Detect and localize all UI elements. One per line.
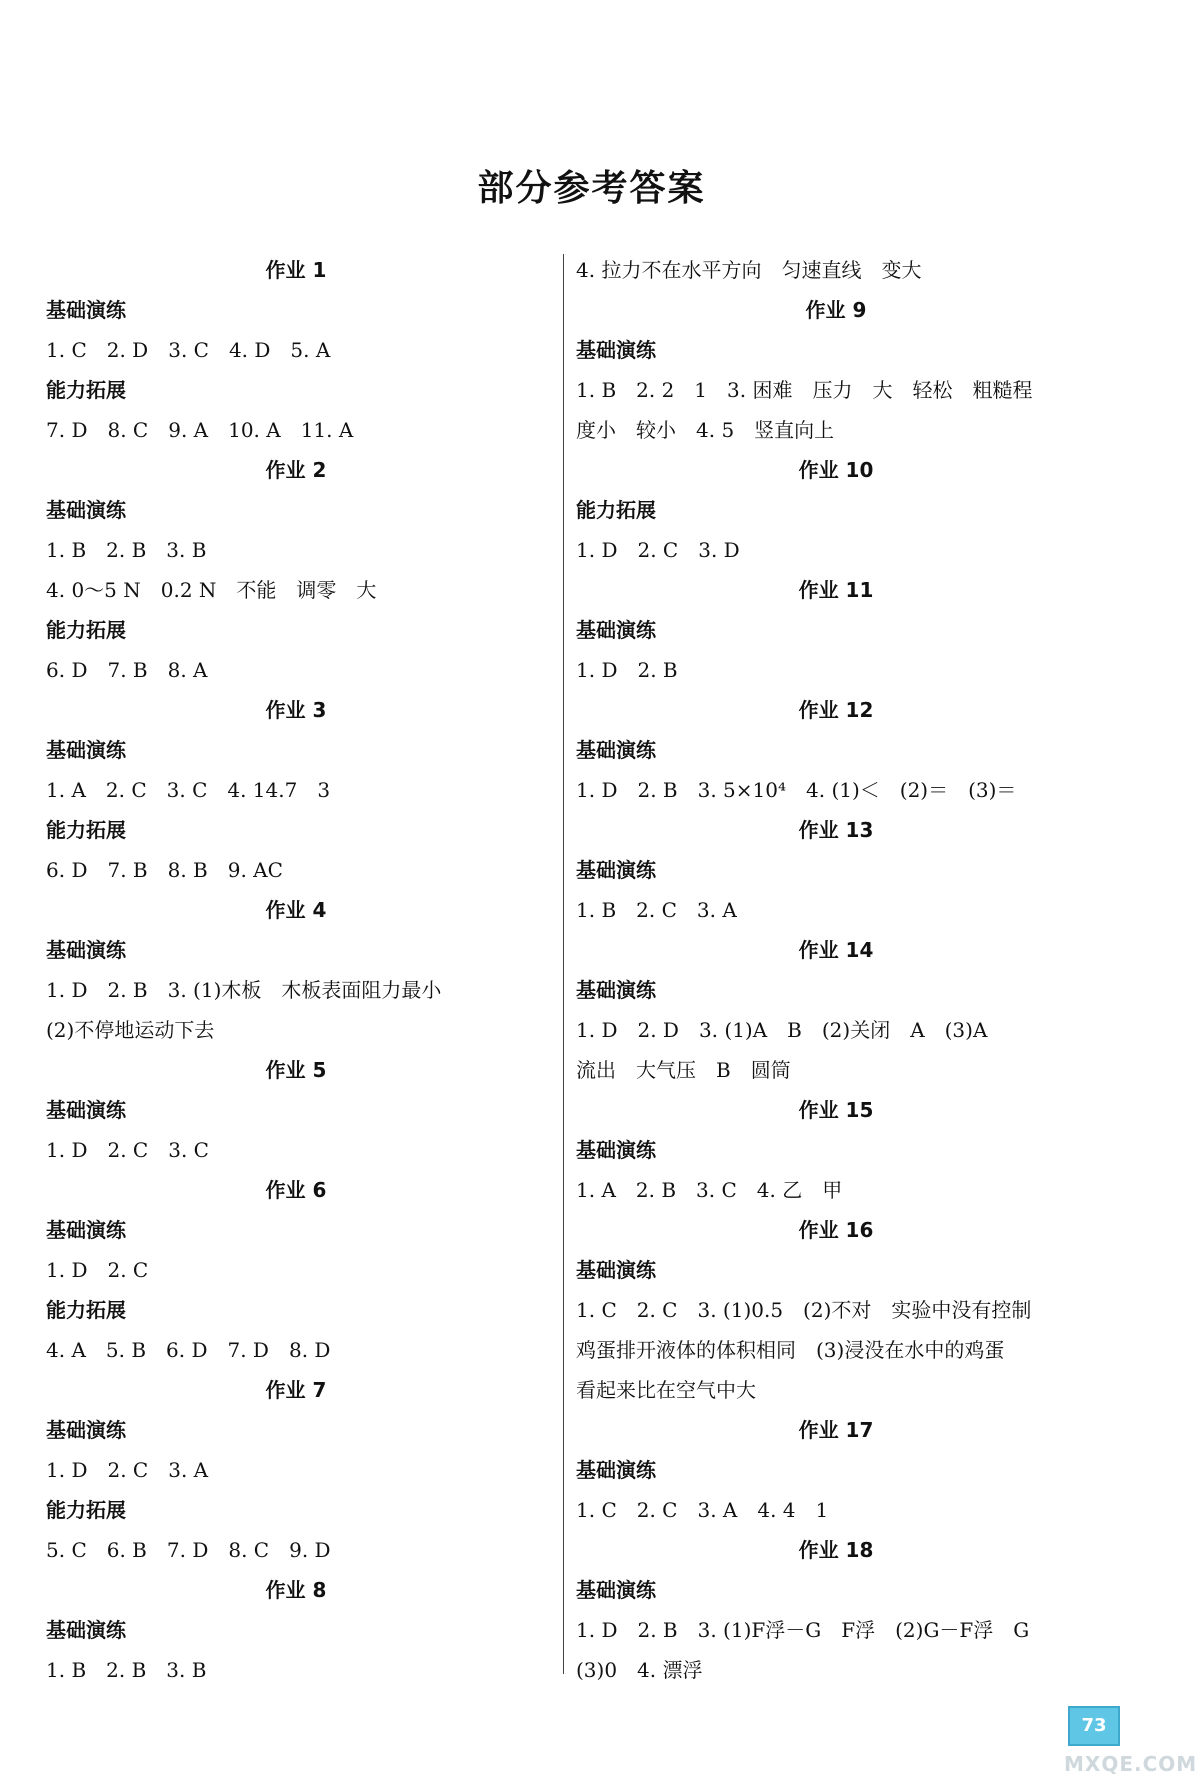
answer-line: (3)0 4. 漂浮 <box>576 1658 703 1682</box>
answer-line: 1. D 2. C 3. C <box>46 1138 209 1162</box>
section-label: 能力拓展 <box>46 1498 126 1522</box>
section-label: 能力拓展 <box>46 618 126 642</box>
assignment-heading: 作业 5 <box>265 1058 327 1082</box>
section-label: 能力拓展 <box>46 818 126 842</box>
section-label: 基础演练 <box>576 1258 656 1282</box>
answer-line: 7. D 8. C 9. A 10. A 11. A <box>46 418 354 442</box>
left-column <box>46 250 546 1690</box>
answer-line: 鸡蛋排开液体的体积相同 (3)浸没在水中的鸡蛋 <box>576 1338 1005 1362</box>
section-label: 基础演练 <box>576 338 656 362</box>
assignment-heading: 作业 12 <box>798 698 874 722</box>
answer-line: 1. C 2. C 3. A 4. 4 1 <box>576 1498 829 1522</box>
answer-line: 1. C 2. C 3. (1)0.5 (2)不对 实验中没有控制 <box>576 1298 1032 1322</box>
right-column <box>576 250 1096 1690</box>
section-label: 基础演练 <box>576 618 656 642</box>
answer-line: 1. D 2. B 3. (1)木板 木板表面阻力最小 <box>46 978 442 1002</box>
answer-line: 度小 较小 4. 5 竖直向上 <box>576 418 835 442</box>
section-label: 基础演练 <box>46 1618 126 1642</box>
answer-line: 4. 拉力不在水平方向 匀速直线 变大 <box>576 258 922 282</box>
assignment-heading: 作业 3 <box>265 698 327 722</box>
answer-line: 6. D 7. B 8. B 9. AC <box>46 858 283 882</box>
answer-line: 1. A 2. B 3. C 4. 乙 甲 <box>576 1178 843 1202</box>
assignment-heading: 作业 4 <box>265 898 327 922</box>
answer-line: 4. A 5. B 6. D 7. D 8. D <box>46 1338 331 1362</box>
answer-line: 看起来比在空气中大 <box>576 1378 756 1402</box>
section-label: 基础演练 <box>576 1138 656 1162</box>
assignment-heading: 作业 13 <box>798 818 874 842</box>
answer-line: 1. D 2. C <box>46 1258 149 1282</box>
answer-line: 1. B 2. 2 1 3. 困难 压力 大 轻松 粗糙程 <box>576 378 1033 402</box>
section-label: 基础演练 <box>46 938 126 962</box>
answer-line: 1. C 2. D 3. C 4. D 5. A <box>46 338 331 362</box>
section-label: 基础演练 <box>46 298 126 322</box>
page-title: 部分参考答案 <box>477 168 706 209</box>
answer-line: 1. D 2. B 3. (1)F浮－G F浮 (2)G－F浮 G <box>576 1618 1030 1642</box>
section-label: 基础演练 <box>576 978 656 1002</box>
answer-line: 流出 大气压 B 圆筒 <box>576 1058 791 1082</box>
assignment-heading: 作业 11 <box>798 578 874 602</box>
answer-line: 1. B 2. C 3. A <box>576 898 737 922</box>
assignment-heading: 作业 7 <box>265 1378 327 1402</box>
assignment-heading: 作业 18 <box>798 1538 874 1562</box>
section-label: 能力拓展 <box>46 1298 126 1322</box>
answer-line: 4. 0～5 N 0.2 N 不能 调零 大 <box>46 578 377 602</box>
answer-line: 1. D 2. B 3. 5×10⁴ 4. (1)＜ (2)＝ (3)＝ <box>576 778 1017 802</box>
assignment-heading: 作业 16 <box>798 1218 874 1242</box>
section-label: 基础演练 <box>576 1458 656 1482</box>
answer-line: 1. D 2. B <box>576 658 678 682</box>
section-label: 基础演练 <box>46 498 126 522</box>
answer-line: 5. C 6. B 7. D 8. C 9. D <box>46 1538 331 1562</box>
section-label: 能力拓展 <box>576 498 656 522</box>
assignment-heading: 作业 14 <box>798 938 874 962</box>
answer-line: 1. B 2. B 3. B <box>46 1658 207 1682</box>
answer-line: 1. B 2. B 3. B <box>46 538 207 562</box>
assignment-heading: 作业 1 <box>265 258 327 282</box>
assignment-heading: 作业 15 <box>798 1098 874 1122</box>
answer-line: 1. A 2. C 3. C 4. 14.7 3 <box>46 778 331 802</box>
answer-line: 1. D 2. C 3. A <box>46 1458 209 1482</box>
section-label: 基础演练 <box>576 1578 656 1602</box>
section-label: 基础演练 <box>46 738 126 762</box>
page-number: 73 <box>1068 1706 1120 1746</box>
assignment-heading: 作业 8 <box>265 1578 327 1602</box>
column-divider <box>563 254 564 1674</box>
section-label: 基础演练 <box>46 1218 126 1242</box>
assignment-heading: 作业 9 <box>805 298 867 322</box>
section-label: 基础演练 <box>46 1418 126 1442</box>
answer-line: 6. D 7. B 8. A <box>46 658 208 682</box>
answer-line: 1. D 2. D 3. (1)A B (2)关闭 A (3)A <box>576 1018 988 1042</box>
section-label: 基础演练 <box>576 858 656 882</box>
section-label: 基础演练 <box>576 738 656 762</box>
section-label: 基础演练 <box>46 1098 126 1122</box>
watermark: MXQE.COM <box>1064 1752 1197 1776</box>
assignment-heading: 作业 17 <box>798 1418 874 1442</box>
assignment-heading: 作业 6 <box>265 1178 327 1202</box>
assignment-heading: 作业 2 <box>265 458 327 482</box>
section-label: 能力拓展 <box>46 378 126 402</box>
answer-line: 1. D 2. C 3. D <box>576 538 740 562</box>
assignment-heading: 作业 10 <box>798 458 874 482</box>
answer-line: (2)不停地运动下去 <box>46 1018 215 1042</box>
